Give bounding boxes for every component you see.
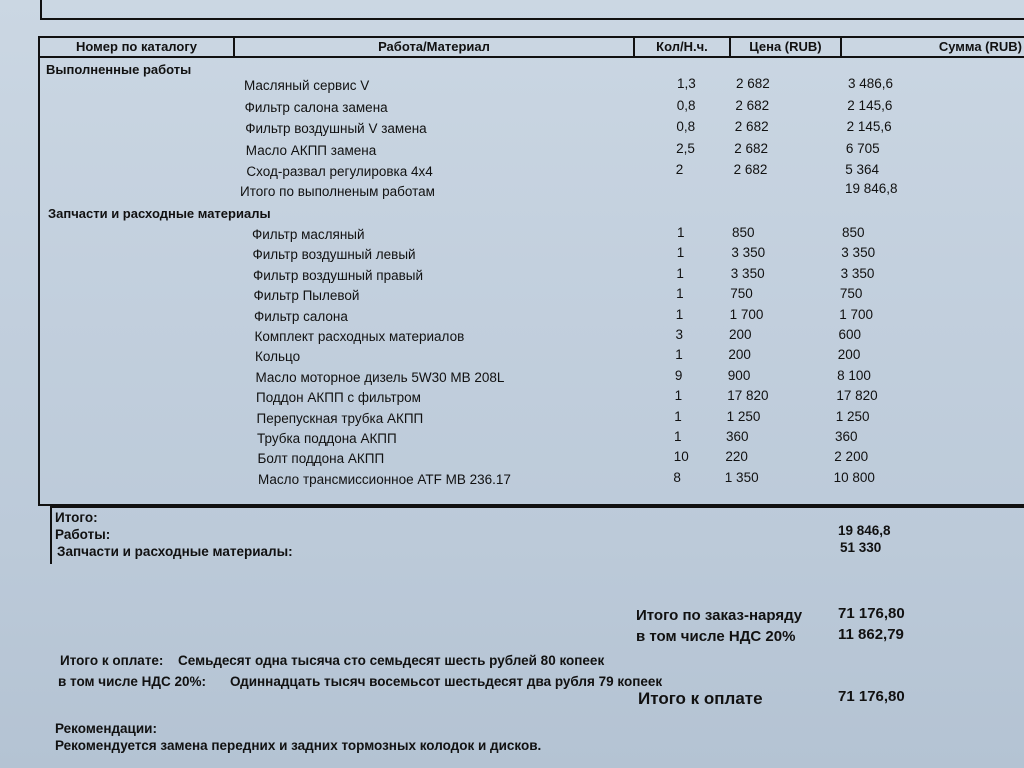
top-frame bbox=[40, 0, 1024, 20]
row-qty: 1 bbox=[675, 306, 684, 322]
row-price: 2 682 bbox=[734, 140, 768, 156]
header-work: Работа/Материал bbox=[235, 38, 635, 56]
works-title: Выполненные работы bbox=[46, 62, 192, 77]
row-qty: 0,8 bbox=[676, 97, 696, 113]
header-sum: Сумма (RUB) bbox=[938, 39, 1022, 54]
row-price: 3 350 bbox=[730, 265, 765, 281]
row-sum: 17 820 bbox=[836, 388, 878, 404]
order-total-label: Итого по заказ-наряду bbox=[636, 607, 803, 624]
row-qty: 1 bbox=[677, 225, 685, 240]
row-name: Фильтр салона замена bbox=[244, 99, 388, 115]
header-price: Цена (RUB) bbox=[731, 38, 842, 56]
row-name: Масло трансмиссионное ATF MB 236.17 bbox=[258, 471, 511, 487]
row-price: 2 682 bbox=[733, 162, 768, 177]
row-sum: 750 bbox=[839, 286, 863, 302]
row-sum: 2 200 bbox=[834, 449, 869, 465]
row-sum: 3 486,6 bbox=[848, 76, 894, 91]
vat-words-label: в том числе НДС 20%: bbox=[58, 674, 206, 689]
row-price: 1 250 bbox=[726, 408, 761, 424]
row-name: Фильтр масляный bbox=[252, 227, 365, 242]
row-sum: 6 705 bbox=[845, 140, 880, 156]
recommendations-label: Рекомендации: bbox=[55, 721, 157, 736]
row-price: 900 bbox=[727, 367, 751, 383]
row-qty: 1 bbox=[675, 347, 683, 363]
row-qty: 1 bbox=[676, 286, 684, 302]
order-vat-label: в том числе НДС 20% bbox=[636, 628, 796, 645]
row-price: 3 350 bbox=[731, 245, 766, 261]
row-qty: 0,8 bbox=[676, 119, 696, 134]
row-price: 220 bbox=[725, 449, 748, 465]
row-name: Фильтр воздушный правый bbox=[253, 267, 424, 283]
row-sum: 2 145,6 bbox=[847, 97, 893, 113]
order-vat-value: 11 862,79 bbox=[838, 626, 904, 643]
row-name: Фильтр воздушный левый bbox=[252, 247, 416, 263]
row-price: 200 bbox=[729, 327, 752, 342]
row-name: Трубка поддона АКПП bbox=[257, 431, 397, 446]
row-price: 200 bbox=[728, 347, 751, 363]
row-name: Масло АКПП замена bbox=[245, 142, 377, 158]
to-pay-words-label: Итого к оплате: bbox=[60, 653, 164, 668]
row-qty: 1 bbox=[676, 265, 684, 281]
row-sum: 3 350 bbox=[841, 245, 876, 261]
row-sum: 200 bbox=[837, 347, 861, 363]
row-price: 2 682 bbox=[734, 119, 769, 134]
totals-label: Итого: bbox=[55, 510, 98, 525]
recommendations-text: Рекомендуется замена передних и задних тормозных колодок и дисков. bbox=[55, 738, 542, 753]
row-name: Фильтр Пылевой bbox=[253, 288, 360, 304]
vat-words: Одиннадцать тысяч восемьсот шестьдесят два рубля 79 копеек bbox=[230, 674, 663, 689]
row-sum: 2 145,6 bbox=[846, 119, 892, 134]
row-name: Фильтр салона bbox=[254, 308, 348, 324]
works-subtotal-label: Итого по выполненым работам bbox=[240, 184, 435, 199]
row-name: Сход-развал регулировка 4х4 bbox=[246, 164, 433, 179]
row-price: 750 bbox=[730, 286, 753, 302]
row-sum: 8 100 bbox=[837, 367, 871, 383]
order-total-value: 71 176,80 bbox=[838, 605, 905, 622]
row-sum: 850 bbox=[842, 225, 865, 240]
row-name: Масло моторное дизель 5W30 MB 208L bbox=[255, 369, 505, 385]
row-sum: 360 bbox=[835, 429, 858, 444]
row-sum: 10 800 bbox=[833, 469, 875, 485]
totals-works-value: 19 846,8 bbox=[838, 523, 891, 538]
row-price: 2 682 bbox=[735, 97, 770, 113]
to-pay-value: 71 176,80 bbox=[838, 688, 905, 705]
row-price: 1 350 bbox=[724, 469, 759, 485]
row-sum: 1 700 bbox=[839, 306, 873, 322]
row-qty: 1 bbox=[674, 388, 683, 404]
row-price: 1 700 bbox=[729, 306, 764, 322]
to-pay-label: Итого к оплате bbox=[638, 689, 763, 708]
row-sum: 1 250 bbox=[835, 408, 870, 424]
to-pay-words: Семьдесят одна тысяча сто семьдесят шесть рублей 80 копеек bbox=[178, 653, 605, 668]
header-catalog: Номер по каталогу bbox=[40, 38, 235, 56]
row-price: 17 820 bbox=[727, 388, 769, 404]
row-sum: 600 bbox=[838, 327, 862, 342]
header-qty: Кол/Н.ч. bbox=[635, 38, 731, 56]
row-qty: 1 bbox=[674, 429, 682, 444]
row-name: Комплект расходных материалов bbox=[254, 329, 465, 344]
row-name: Болт поддона АКПП bbox=[257, 451, 385, 467]
row-name: Кольцо bbox=[255, 349, 301, 365]
row-price: 360 bbox=[726, 429, 749, 444]
row-qty: 2,5 bbox=[676, 140, 695, 156]
parts-title: Запчасти и расходные материалы bbox=[48, 206, 271, 221]
row-price: 850 bbox=[732, 225, 755, 240]
row-sum: 5 364 bbox=[845, 162, 879, 177]
row-name: Масляный сервис V bbox=[244, 78, 370, 93]
totals-parts-value: 51 330 bbox=[840, 540, 882, 555]
row-qty: 1,3 bbox=[677, 76, 696, 91]
row-qty: 1 bbox=[674, 408, 682, 424]
row-name: Перепускная трубка АКПП bbox=[256, 410, 424, 426]
row-qty: 9 bbox=[674, 367, 683, 383]
row-name: Поддон АКПП с фильтром bbox=[256, 390, 421, 406]
row-qty: 8 bbox=[673, 469, 681, 485]
row-qty: 1 bbox=[676, 245, 685, 261]
row-name: Фильтр воздушный V замена bbox=[245, 121, 427, 136]
totals-works-label: Работы: bbox=[55, 527, 111, 542]
totals-parts-label: Запчасти и расходные материалы: bbox=[57, 544, 293, 559]
row-price: 2 682 bbox=[736, 76, 770, 91]
row-qty: 3 bbox=[675, 327, 684, 342]
row-qty: 10 bbox=[673, 449, 689, 465]
row-qty: 2 bbox=[675, 162, 684, 177]
works-subtotal-value: 19 846,8 bbox=[845, 181, 898, 196]
row-sum: 3 350 bbox=[840, 265, 875, 281]
